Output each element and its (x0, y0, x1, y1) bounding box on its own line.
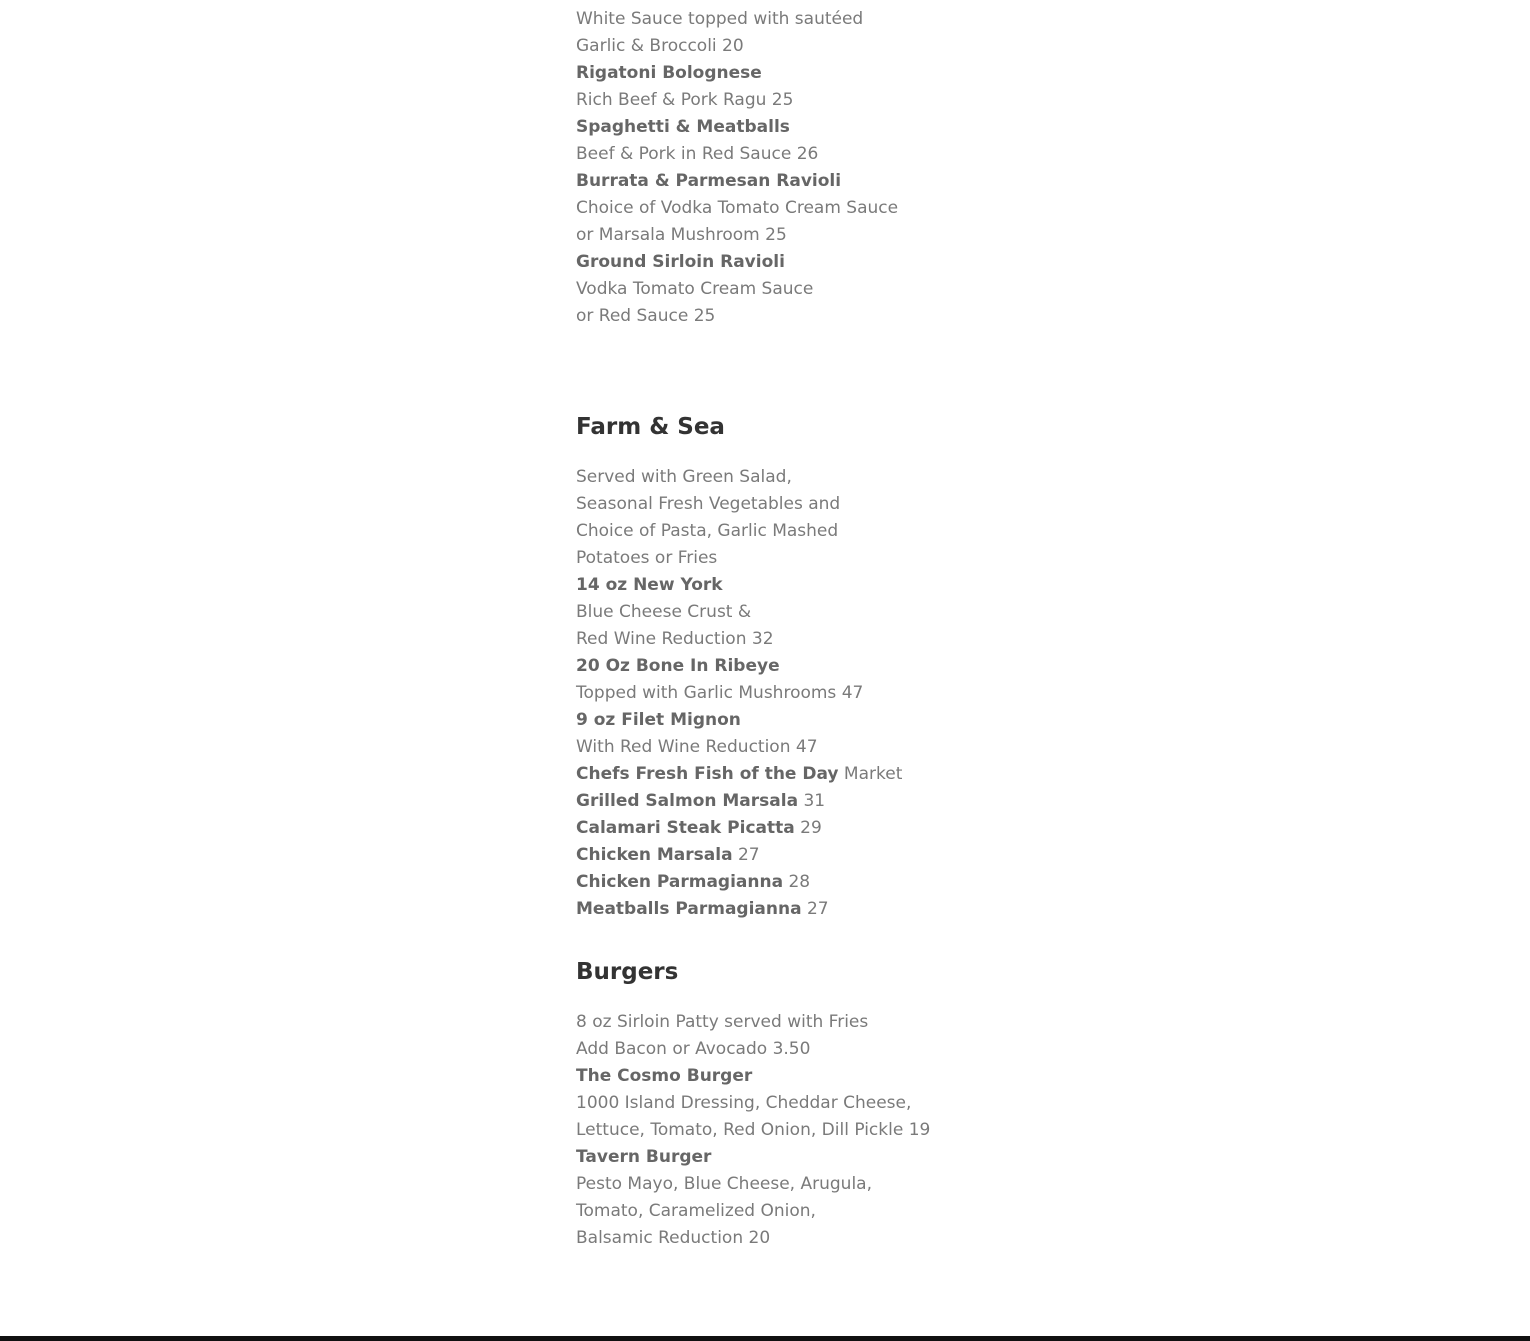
section-intro: Potatoes or Fries (576, 548, 718, 568)
burgers-section (576, 957, 1176, 1252)
dish-inline-row (576, 788, 1176, 815)
dish-name: Spaghetti & Meatballs (576, 117, 790, 137)
dish-name: Chicken Parmagianna (576, 872, 784, 892)
dish-price: Market (843, 764, 903, 784)
dish-name: Rigatoni Bolognese (576, 63, 762, 83)
dish-name: 9 oz Filet Mignon (576, 710, 741, 730)
section-intro: Add Bacon or Avocado 3.50 (576, 1039, 811, 1059)
dish-name: Meatballs Parmagianna (576, 899, 802, 919)
dish-desc: Beef & Pork in Red Sauce 26 (576, 144, 819, 164)
dish-price: 27 (806, 899, 829, 919)
dish-price: 27 (737, 845, 760, 865)
section-intro: Served with Green Salad, (576, 467, 792, 487)
section-intro: 8 oz Sirloin Patty served with Fries (576, 1012, 869, 1032)
dish-desc: Topped with Garlic Mushrooms 47 (576, 683, 864, 703)
pasta-section (576, 6, 1176, 330)
section-title-burgers: Burgers (576, 959, 679, 985)
dish-desc: Vodka Tomato Cream Sauce (576, 279, 814, 299)
dish-desc: Balsamic Reduction 20 (576, 1228, 771, 1248)
section-intro: Seasonal Fresh Vegetables and (576, 494, 841, 514)
dish-name: Grilled Salmon Marsala (576, 791, 799, 811)
dish-desc: Lettuce, Tomato, Red Onion, Dill Pickle 19 (576, 1120, 931, 1140)
section-title-farm-sea: Farm & Sea (576, 414, 725, 440)
dish-desc: With Red Wine Reduction 47 (576, 737, 818, 757)
dish-desc: Red Wine Reduction 32 (576, 629, 774, 649)
menu-column (576, 0, 1176, 1252)
dish-name: Calamari Steak Picatta (576, 818, 795, 838)
farm-sea-section (576, 412, 1176, 923)
dish-name: Ground Sirloin Ravioli (576, 252, 785, 272)
dish-name: The Cosmo Burger (576, 1066, 753, 1086)
dish-desc: or Marsala Mushroom 25 (576, 225, 787, 245)
dish-desc: Pesto Mayo, Blue Cheese, Arugula, (576, 1174, 872, 1194)
dish-inline-row (576, 815, 1176, 842)
dish-name: 20 Oz Bone In Ribeye (576, 656, 780, 676)
dish-inline-row (576, 761, 1176, 788)
dish-desc: Blue Cheese Crust & (576, 602, 752, 622)
menu-desc-line: White Sauce topped with sautéed (576, 9, 864, 29)
dish-desc: 1000 Island Dressing, Cheddar Cheese, (576, 1093, 912, 1113)
dish-name: Tavern Burger (576, 1147, 712, 1167)
dish-desc: Choice of Vodka Tomato Cream Sauce (576, 198, 899, 218)
dish-name: Chefs Fresh Fish of the Day (576, 764, 839, 784)
dish-inline-row (576, 896, 1176, 923)
dish-price: 29 (800, 818, 822, 838)
dish-name: Burrata & Parmesan Ravioli (576, 171, 842, 191)
section-intro: Choice of Pasta, Garlic Mashed (576, 521, 839, 541)
menu-desc-line: Garlic & Broccoli 20 (576, 36, 744, 56)
dish-name: 14 oz New York (576, 575, 723, 595)
dish-price: 28 (788, 872, 811, 892)
dish-inline-row (576, 869, 1176, 896)
dish-inline-row (576, 842, 1176, 869)
dish-desc: Rich Beef & Pork Ragu 25 (576, 90, 794, 110)
dish-desc: Tomato, Caramelized Onion, (576, 1201, 816, 1221)
dish-desc: or Red Sauce 25 (576, 306, 716, 326)
dish-price: 31 (803, 791, 826, 811)
footer-divider (0, 1336, 1530, 1341)
dish-name: Chicken Marsala (576, 845, 733, 865)
